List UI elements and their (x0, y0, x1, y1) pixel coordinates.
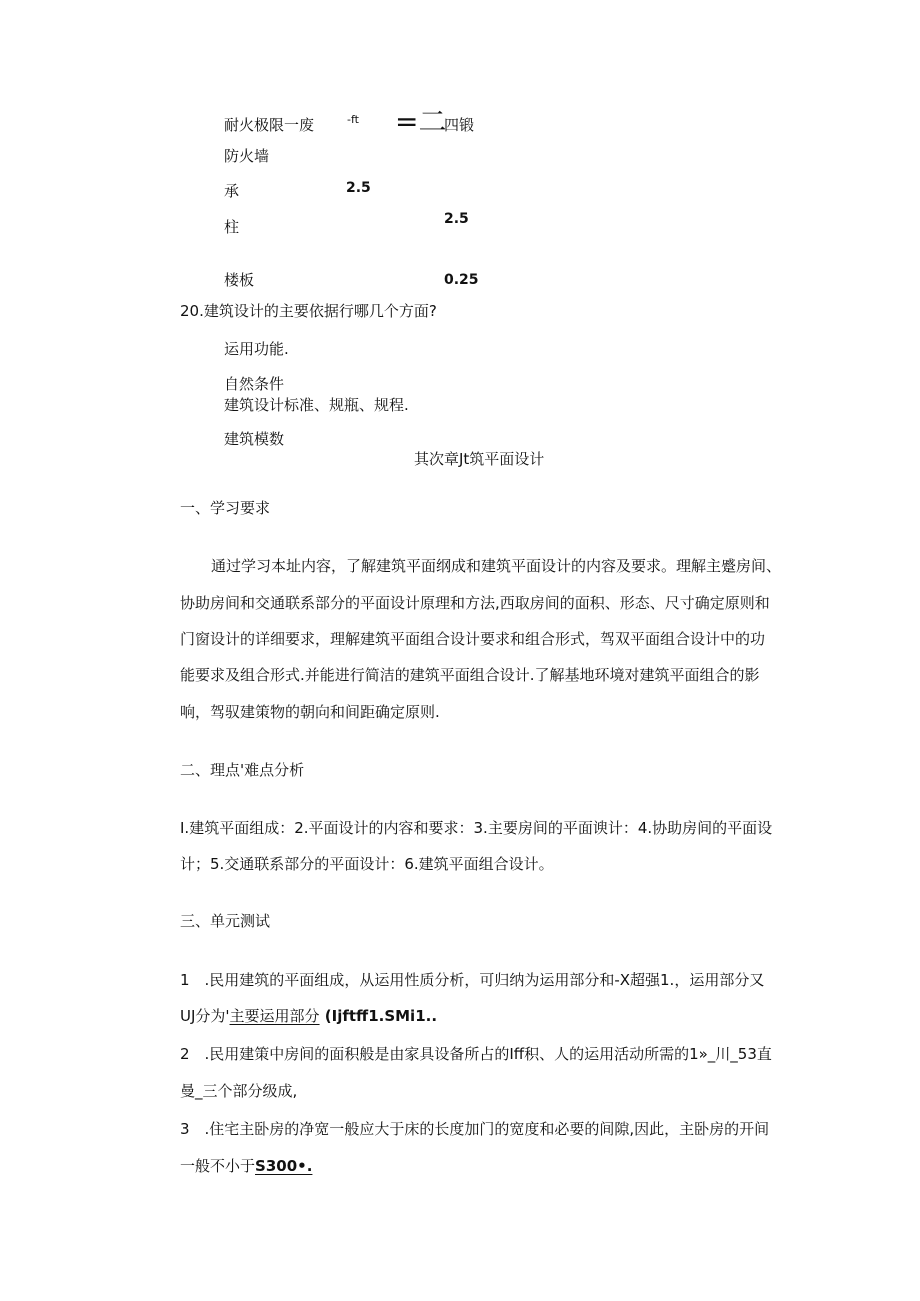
table-header-col-c: 四锻 (444, 116, 475, 134)
answer-item: 运用功能. (224, 340, 289, 358)
paragraph-line: 计；5.交通联系部分的平面设计：6.建筑平面组合设计。 (180, 855, 554, 873)
table-row-label: 柱 (224, 218, 240, 236)
paragraph-line: I.建筑平面组成：2.平面设计的内容和要求：3.主要房间的平面谀计：4.协助房间的平面设 (180, 819, 773, 837)
table-row-value: 0.25 (444, 272, 479, 288)
paragraph-line: 协助房间和交通联系部分的平面设计原理和方法,西取房间的面积、形态、尺寸确定原则和 (180, 594, 770, 612)
test-question-3: 3 .住宅主卧房的净宽一般应大于床的长度加门的宽度和必要的间隙,因此，主卧房的开间 (180, 1120, 770, 1138)
section-heading: 一、学习要求 (180, 499, 271, 517)
table-row-label: 防火墙 (224, 147, 270, 165)
answer-item: 建筑模数 (224, 430, 285, 448)
answer-item: 自然条件 (224, 375, 285, 393)
paragraph-line: 门窗设计的详细要求，理解建筑平面组合设计要求和组合形式，驾双平面组合设计中的功 (180, 630, 766, 648)
question-20: 20.建筑设计的主要依据行哪几个方面? (180, 302, 437, 320)
answer-item: 建筑设计标准、规瓶、规程. (224, 396, 409, 414)
fill-answer: S300•. (255, 1157, 313, 1175)
test-question-2: 2 .民用建策中房间的面积般是由家具设备所占的Iff积、人的运用活动所需的1»_川_53直 (180, 1045, 772, 1063)
fill-prefix: UJ分为' (180, 1007, 230, 1025)
test-question-1: 1 .民用建筑的平面组成，从运用性质分析，可归纳为运用部分和-X超强1.，运用部分又 (180, 971, 765, 989)
fill-answer: 主要运用部分 (229, 1007, 320, 1025)
table-row-label: 楼板 (224, 271, 255, 289)
section-heading: 三、单元测试 (180, 912, 271, 930)
test-question-3-cont (180, 1159, 312, 1174)
paragraph-line: 能要求及组合形式.并能进行简洁的建筑平面组合设计.了解基地环境对建筑平面组合的影 (180, 666, 760, 684)
table-header-col-a: -ft (347, 113, 359, 126)
chapter-title: 其次章Jt筑平面设计 (414, 450, 545, 468)
test-question-2-cont: 曼_三个部分级成, (180, 1082, 298, 1100)
paragraph-line: 响，驾驭建策物的朝向和间距确定原则. (180, 703, 440, 721)
paragraph-line: 通过学习本址内容，了解建筑平面纲成和建筑平面设计的内容及要求。理解主蹙房间、 (211, 557, 782, 575)
fill-prefix: 一般不小于 (180, 1157, 256, 1175)
test-question-1-cont (180, 1009, 437, 1024)
table-header-symbol: =二 (395, 105, 447, 138)
section-heading: 二、理点'难点分析 (180, 761, 305, 779)
table-header-label: 耐火极限一废 (224, 116, 315, 134)
table-row-value: 2.5 (444, 211, 469, 227)
table-row-label: 承 (224, 182, 240, 200)
table-row-value: 2.5 (346, 180, 371, 196)
fill-suffix: (Ijftff1.SMi1.. (319, 1007, 438, 1025)
